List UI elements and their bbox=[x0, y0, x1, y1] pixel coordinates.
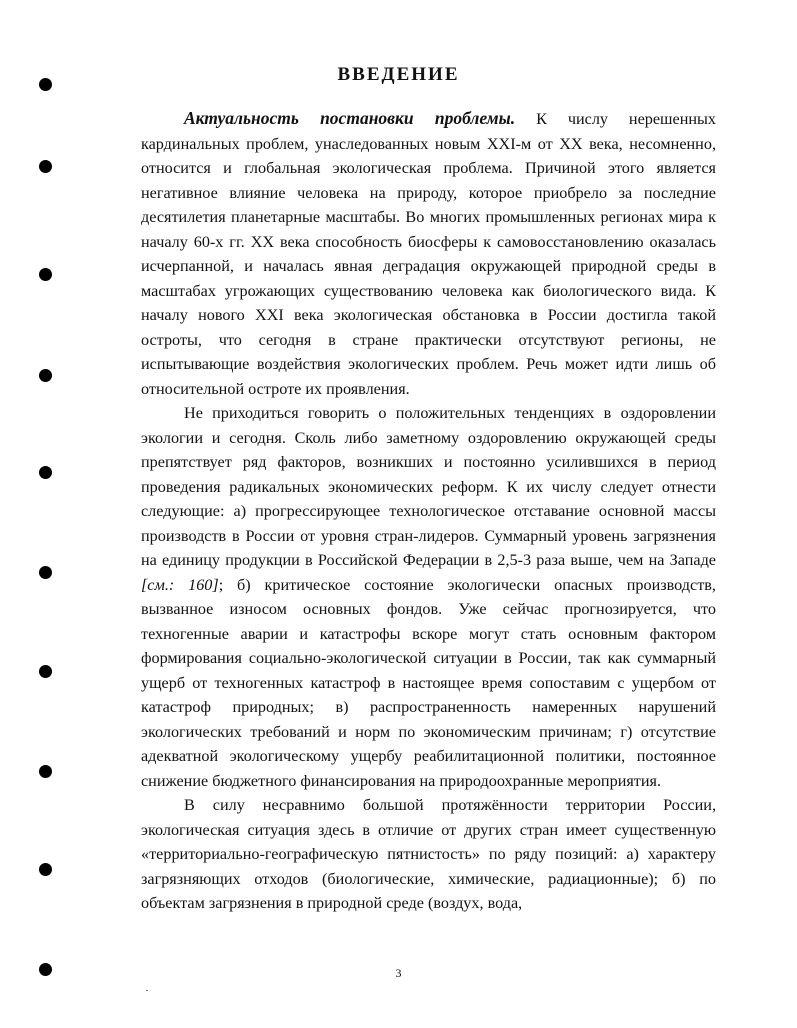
paragraph-territory bbox=[141, 793, 716, 916]
paragraph-lead: Актуальность постановки проблемы. bbox=[184, 108, 516, 128]
binding-hole bbox=[39, 466, 52, 479]
binding-hole bbox=[39, 160, 52, 173]
paragraph-text: ; б) критическое состояние экологически опасных производств, вызванное износом основных фондов. Уже сейчас прогнозируется, что техногенные аварии и катастрофы вскоре могут стать основным фактором формирования социально-экологической ситуации в России, так как суммарный ущерб от техногенных катастроф в настоящее время сопоставим с ущербом от катастроф природных; в) распространенность намеренных нарушений экологических требований и норм по экономическим причинам; г) отсутствие адекватной экологическому ущербу реабилитационной политики, постоянное снижение бюджетного финансирования на природоохранные мероприятия. bbox=[141, 575, 716, 790]
binding-hole bbox=[39, 765, 52, 778]
binding-hole bbox=[39, 369, 52, 382]
binding-hole bbox=[39, 566, 52, 579]
binding-hole bbox=[39, 665, 52, 678]
paragraph-factors bbox=[141, 401, 716, 793]
paragraph-text: К числу нерешенных кардинальных проблем, унаследованных новым XXI-м от XX века, несомненно, относится и глобальная экологическая проблема. Причиной этого является негативное влияние человека на природу, которое приобрело за последние десятилетия планетарные масштабы. Во многих промышленных регионах мира к началу 60-х гг. XX века способность биосферы к самовосстановлению оказалась исчерпанной, и началась явная деградация окружающей природной среды в масштабах угрожающих существованию человека как биологического вида. К началу нового XXI века экологическая обстановка в России достигла такой остроты, что сегодня в стране практически отсутствуют регионы, не испытывающие воздействия экологических проблем. Речь может идти лишь об относительной остроте их проявления. bbox=[141, 110, 716, 398]
citation: [см.: 160] bbox=[141, 575, 219, 594]
scan-speck bbox=[146, 990, 148, 991]
paragraph-text: Не приходиться говорить о положительных тенденциях в оздоровлении экологии и сегодня. Сколь либо заметному оздоровлению окружающей среды препятствует ряд факторов, возникших и постоянно усилившихся в период проведения радикальных экономических реформ. К их числу следует отнести следующие: а) прогрессирующее технологическое отставание основной массы производств в России от уровня стран-лидеров. Суммарный уровень загрязнения на единицу продукции в Российской Федерации в 2,5-3 раза выше, чем на Западе bbox=[141, 404, 716, 569]
page-title: ВВЕДЕНИЕ bbox=[337, 64, 460, 85]
binding-hole bbox=[39, 863, 52, 876]
paragraph-intro bbox=[141, 106, 716, 401]
page-number: 3 bbox=[395, 966, 402, 980]
paragraph-text: В силу несравнимо большой протяжённости территории России, экологическая ситуация здесь в отличие от других стран имеет существенную «территориально-географическую пятнистость» по ряду позиций: а) характеру загрязняющих отходов (биологические, химические, радиационные); б) по объектам загрязнения в природной среде (воздух, вода, bbox=[141, 796, 716, 912]
body-text bbox=[141, 106, 716, 916]
binding-hole bbox=[39, 268, 52, 281]
